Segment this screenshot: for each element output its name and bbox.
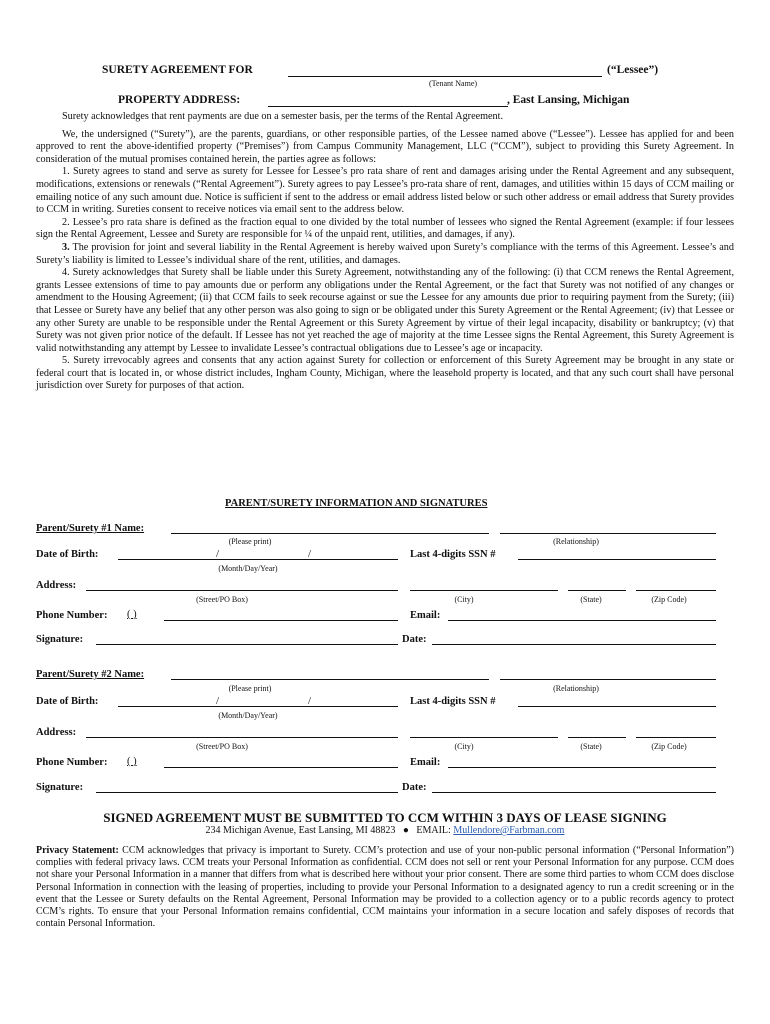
surety2-zip-field[interactable] — [636, 737, 716, 738]
property-address-suffix: , East Lansing, Michigan — [507, 94, 630, 106]
surety1-zip-field[interactable] — [636, 590, 716, 591]
surety2-zip-caption: (Zip Code) — [651, 742, 687, 751]
surety1-please-print-caption: (Please print) — [228, 537, 272, 546]
surety2-city-field[interactable] — [410, 737, 558, 738]
privacy-text: CCM acknowledges that privacy is important to Surety. CCM’s protection and use of your non-public personal information (“Personal Information”) complies with federal privacy laws. CCM treats your Personal Information as confidential. CCM does not sell or rent your Personal Information for any purpose. CCM does not share your Personal Information in a manner that differs from what is described here without your prior consent. There are some third parties to whom CCM does disclose Personal Information in connection with the leasing of properties, including to provide your Personal Information to a designated agency to run a credit screening or in the event that the Lessee or Surety defaults on the Rental Agreement, Personal Information may be provided to a collection agency or to a public records agency to protect CCM’s rights. To ensure that your Personal Information remains confidential, CCM maintains your information in a secure location and safely disposes of records that contain Personal Information. — [36, 845, 735, 930]
surety1-mdy-caption: (Month/Day/Year) — [218, 564, 278, 573]
surety1-relationship-field[interactable] — [500, 533, 716, 534]
surety2-state-field[interactable] — [568, 737, 626, 738]
surety2-date-field[interactable] — [432, 792, 716, 793]
surety1-ssn-field[interactable] — [518, 559, 716, 560]
office-address: 234 Michigan Avenue, East Lansing, MI 48823 — [205, 825, 396, 836]
surety1-street-field[interactable] — [86, 590, 398, 591]
surety1-date-label: Date: — [402, 634, 427, 645]
surety2-ssn-field[interactable] — [518, 706, 716, 707]
surety2-mdy-caption: (Month/Day/Year) — [218, 711, 278, 720]
surety2-date-label: Date: — [402, 782, 427, 793]
property-address-field[interactable] — [268, 106, 508, 107]
surety2-please-print-caption: (Please print) — [228, 684, 272, 693]
surety1-name-field[interactable] — [171, 533, 489, 534]
surety1-state-caption: (State) — [580, 595, 602, 604]
surety2-street-field[interactable] — [86, 737, 398, 738]
surety1-signature-label: Signature: — [36, 634, 84, 645]
surety1-email-field[interactable] — [448, 620, 716, 621]
clause-2: 2. Lessee’s pro rata share is defined as the fraction equal to one divided by the total number of lessees who signed the Rental Agreement (example: if four lessees sign the Rental Agreement, Lessee and Surety are responsible for ¼ of the unpaid rent, utilities, and damages, if any). — [36, 216, 734, 241]
intro-paragraph: We, the undersigned (“Surety”), are the parents, guardians, or other responsible parties, of the Lessee named above (“Lessee”). Lessee has applied for and been approved to rent the above-identified property (“Premises”) from Campus Community Management, LLC (“CCM”), subject to providing this Surety Agreement. In consideration of the mutual promises contained herein, the parties agree as follows: — [36, 128, 734, 165]
surety2-phone-field[interactable] — [164, 767, 398, 768]
surety2-email-label: Email: — [410, 757, 441, 768]
surety2-signature-label: Signature: — [36, 782, 84, 793]
surety2-relationship-caption: (Relationship) — [553, 684, 599, 693]
surety1-dob-slash-2: / — [308, 548, 312, 560]
section-title: PARENT/SURETY INFORMATION AND SIGNATURES — [225, 498, 488, 509]
clause-3-text: The provision for joint and several liability in the Rental Agreement is hereby waived upon Surety’s compliance with the terms of this Agreement. Lessee’s and Surety’s liability is limited to Lessee’s individual share of the rent, utilities, and damages. — [36, 241, 734, 266]
surety1-state-field[interactable] — [568, 590, 626, 591]
surety1-relationship-caption: (Relationship) — [553, 537, 599, 546]
surety2-city-caption: (City) — [454, 742, 474, 751]
surety2-street-caption: (Street/PO Box) — [196, 742, 248, 751]
surety1-dob-field[interactable] — [118, 559, 398, 560]
surety1-city-field[interactable] — [410, 590, 558, 591]
surety2-phone-label: Phone Number: — [36, 757, 108, 768]
tenant-name-field[interactable] — [288, 76, 602, 77]
title-suffix: (“Lessee”) — [607, 64, 659, 76]
bullet-icon: ● — [402, 825, 409, 836]
clause-3-number: 3. — [62, 241, 70, 253]
surety2-dob-slash-2: / — [308, 695, 312, 707]
clause-4: 4. Surety acknowledges that Surety shall be liable under this Surety Agreement, notwithstanding any of the following: (i) that CCM renews the Rental Agreement, grants Lessee extensions of time to pay amounts due or perform any obligations under the Rental Agreement, or the fact that Surety was not notified of any changes or amendment to the Housing Agreement; (ii) that CCM fails to seek recourse against or sue the Lessee for any amounts due prior to requiring payment from the Surety; (iii) that Lessee or Surety have any belief that any other person was also going to sign or be obligated under this Surety Agreement or the Rental Agreement; (iv) that Lessee or any other Surety are unable to be responsible under the Rental Agreement or this Surety Agreement by virtue of their legal incapacity, disability or bankruptcy; (v) that Surety was not given prior notice of the default. If Lessee has not yet reached the age of majority at the time Lessee signs the Rental Agreement, this Surety Agreement is valid notwithstanding any attempt by Lessee to invalidate Lessee’s contractual obligations due to Lessee’s age or incapacity. — [36, 267, 734, 354]
agreement-body — [36, 111, 734, 393]
email-label: EMAIL: — [416, 825, 451, 836]
surety1-city-caption: (City) — [454, 595, 474, 604]
surety2-state-caption: (State) — [580, 742, 602, 751]
surety2-address-label: Address: — [36, 727, 77, 738]
surety1-name-label: Parent/Surety #1 Name: — [36, 523, 145, 534]
surety2-name-label: Parent/Surety #2 Name: — [36, 669, 145, 680]
surety1-phone-field[interactable] — [164, 620, 398, 621]
contact-line — [0, 825, 770, 836]
surety2-ssn-label: Last 4-digits SSN # — [410, 696, 496, 707]
surety2-signature-field[interactable] — [96, 792, 398, 793]
surety1-ssn-label: Last 4-digits SSN # — [410, 549, 496, 560]
surety1-address-label: Address: — [36, 580, 77, 591]
privacy-statement — [36, 845, 734, 930]
surety1-phone-label: Phone Number: — [36, 610, 108, 621]
surety2-dob-slash-1: / — [216, 695, 220, 707]
surety2-area-code-field[interactable]: ( ) — [127, 756, 137, 767]
email-link[interactable]: Mullendore@Farbman.com — [453, 825, 565, 836]
clause-1: 1. Surety agrees to stand and serve as surety for Lessee for Lessee’s pro rata share of rent and damages arising under the Rental Agreement and any subsequent, modifications, extensions or renewals (“Rental Agreement”). Surety agrees to pay Lessee’s pro-rata share of rent, damages, and utilities within 15 days of CCM mailing or emailing notice of any such amount due. Notice is sufficient if sent to the address or email address listed below or such other address or email address that Surety provides to CCM in writing. Sureties consent to receive notices via email sent to the address below. — [36, 166, 734, 216]
surety2-email-field[interactable] — [448, 767, 716, 768]
surety1-email-label: Email: — [410, 610, 441, 621]
surety2-relationship-field[interactable] — [500, 679, 716, 680]
tenant-name-caption: (Tenant Name) — [428, 79, 478, 88]
surety1-signature-field[interactable] — [96, 644, 398, 645]
submission-notice: SIGNED AGREEMENT MUST BE SUBMITTED TO CCM WITHIN 3 DAYS OF LEASE SIGNING — [103, 810, 667, 825]
clause-3 — [36, 242, 734, 267]
surety2-dob-label: Date of Birth: — [36, 696, 99, 707]
clause-5: 5. Surety irrevocably agrees and consents that any action against Surety for collection or enforcement of this Surety Agreement may be brought in any state or federal court that is located in, or whose district includes, Ingham County, Michigan, where the leasehold property is located, and that any such court shall have personal jurisdiction over Surety for purposes of that action. — [36, 355, 734, 392]
surety2-dob-field[interactable] — [118, 706, 398, 707]
surety1-zip-caption: (Zip Code) — [651, 595, 687, 604]
surety1-dob-slash-1: / — [216, 548, 220, 560]
title-prefix: SURETY AGREEMENT FOR — [102, 64, 253, 76]
surety1-date-field[interactable] — [432, 644, 716, 645]
surety1-street-caption: (Street/PO Box) — [196, 595, 248, 604]
surety2-name-field[interactable] — [171, 679, 489, 680]
surety1-dob-label: Date of Birth: — [36, 549, 99, 560]
rent-acknowledgement: Surety acknowledges that rent payments are due on a semester basis, per the terms of the Rental Agreement. — [62, 111, 504, 122]
property-address-label: PROPERTY ADDRESS: — [118, 94, 241, 106]
surety1-area-code-field[interactable]: ( ) — [127, 609, 137, 620]
privacy-label: Privacy Statement: — [36, 845, 119, 856]
